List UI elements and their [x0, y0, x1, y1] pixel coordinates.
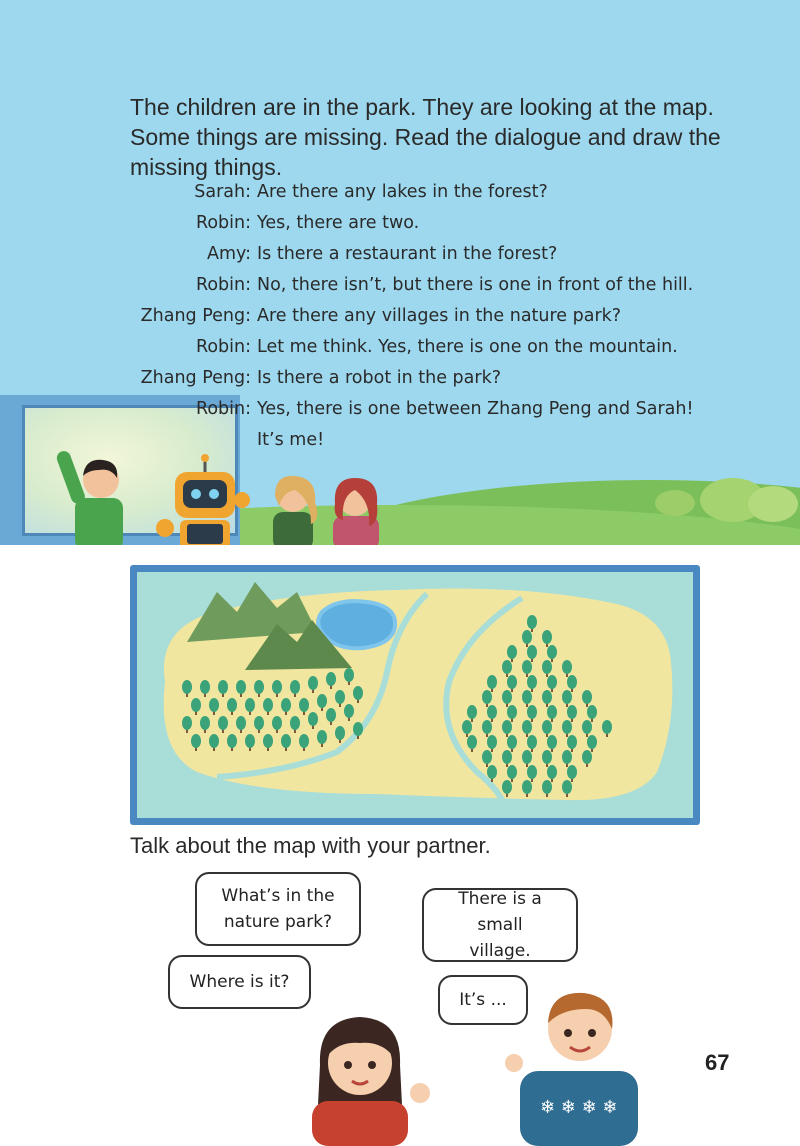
mountain-back — [187, 582, 317, 642]
dialogue-text: Is there a restaurant in the forest? — [257, 244, 558, 264]
girl-illustration — [290, 1005, 450, 1146]
zhang-peng-figure — [55, 449, 123, 545]
lake — [318, 601, 395, 648]
bubble-text: Where is it? — [189, 972, 290, 992]
robin-robot-figure — [156, 454, 250, 545]
bubble-text: There is a small village. — [458, 889, 542, 961]
dialogue-text: No, there isn’t, but there is one in front of the hill. — [257, 275, 694, 295]
bubble-text: What’s in the nature park? — [221, 886, 335, 932]
intro-paragraph: The children are in the park. They are looking at the map. Some things are missing. Read the dialogue and draw the missing things. — [130, 94, 721, 180]
bush-3 — [655, 490, 695, 516]
speaker-label: Amy: — [207, 244, 251, 264]
speaker-label: Robin: — [195, 275, 251, 295]
speaker-label: Zhang Peng: — [140, 368, 251, 388]
dialogue-line — [0, 213, 800, 243]
dialogue-text: Is there a robot in the park? — [257, 368, 501, 388]
dialogue-text: Yes, there is one between Zhang Peng and Sarah! — [257, 399, 694, 419]
dialogue-line — [0, 337, 800, 367]
park-map-drawing — [137, 572, 693, 818]
speaker-label: Robin: — [195, 213, 251, 233]
park-map — [130, 565, 700, 825]
dialogue-line — [0, 182, 800, 212]
speech-bubble-where — [168, 955, 311, 1009]
dialogue-line — [0, 399, 800, 429]
speaker-label: Robin: — [195, 337, 251, 357]
dialogue-line — [0, 275, 800, 305]
dialogue-line — [0, 430, 800, 460]
amy-figure — [273, 476, 317, 545]
dialogue-text: Are there any villages in the nature park? — [257, 306, 622, 326]
dialogue-line — [0, 306, 800, 336]
speaker-label: Zhang Peng: — [140, 306, 251, 326]
svg-text:❄ ❄ ❄ ❄: ❄ ❄ ❄ ❄ — [540, 1097, 618, 1118]
park-map-area — [137, 572, 693, 818]
sky-background — [0, 0, 800, 545]
bubble-text: It’s ... — [459, 990, 507, 1010]
speech-bubble-there-is — [422, 888, 578, 962]
dialogue-line — [0, 244, 800, 274]
dialogue-text: Yes, there are two. — [257, 213, 420, 233]
speaker-label: Robin: — [195, 399, 251, 419]
page-number: 67 — [705, 1050, 730, 1075]
speech-bubble-whats-in — [195, 872, 361, 946]
dialogue-text: Are there any lakes in the forest? — [257, 182, 548, 202]
boy-illustration — [500, 985, 640, 1146]
dialogue-text: Let me think. Yes, there is one on the mountain. — [257, 337, 678, 357]
dialogue-line — [0, 368, 800, 398]
talk-instruction: Talk about the map with your partner. — [130, 833, 491, 858]
speaker-label: Sarah: — [194, 182, 251, 202]
bush-2 — [748, 486, 798, 522]
sarah-figure — [333, 478, 379, 545]
dialogue-text: It’s me! — [257, 430, 325, 450]
